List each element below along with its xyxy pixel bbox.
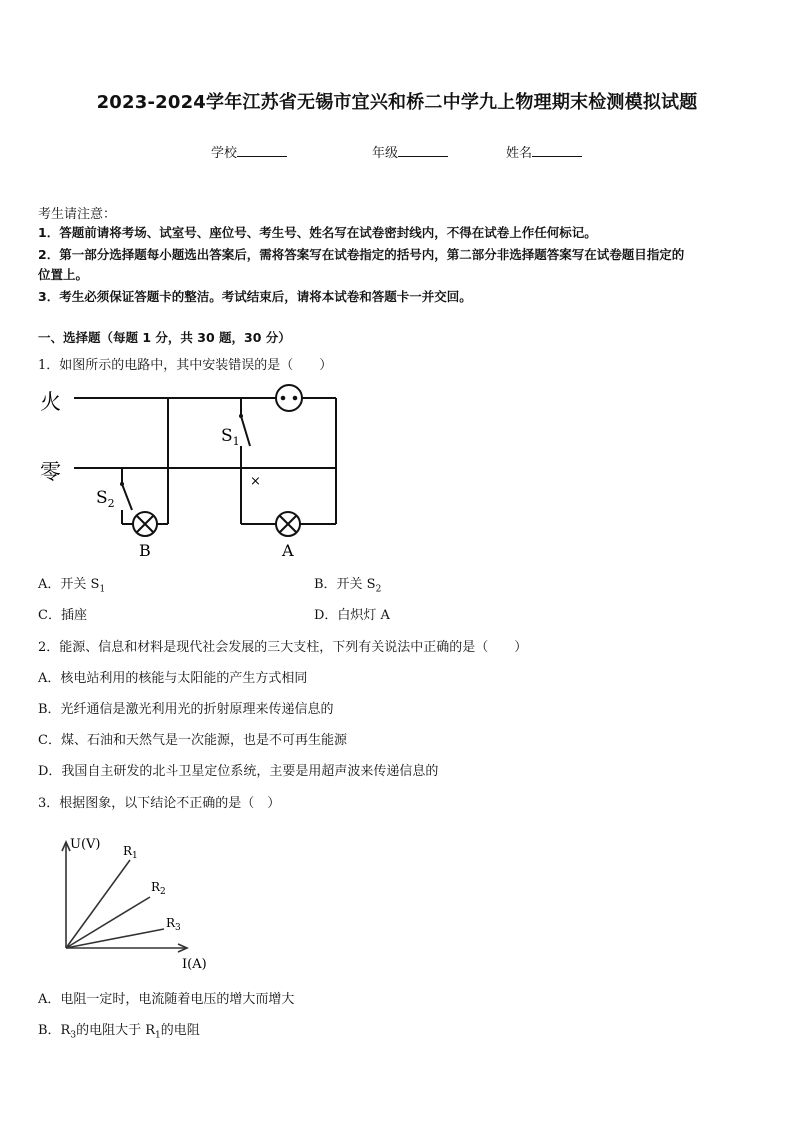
q2-stem: 2．能源、信息和材料是现代社会发展的三大支柱，下列有关说法中正确的是（ ）: [38, 640, 528, 655]
q2-option-d[interactable]: D．我国自主研发的北斗卫星定位系统，主要是用超声波来传递信息的: [38, 764, 439, 779]
r1-label: $R_1$: [123, 844, 138, 861]
cross-mark: ×: [250, 474, 261, 489]
name-label: 姓名: [506, 146, 533, 161]
section-heading: 一、选择题（每题 1 分，共 30 题，30 分）: [38, 330, 291, 345]
lamp-b-label: B: [139, 541, 151, 560]
q1-option-c[interactable]: C．插座: [38, 608, 87, 623]
grade-label: 年级: [372, 146, 399, 161]
notice-item-2: 2．第一部分选择题每小题选出答案后，需将答案写在试卷指定的括号内，第二部分非选择题答案写在试卷题目指定的: [38, 247, 685, 262]
q2-option-b[interactable]: B．光纤通信是激光利用光的折射原理来传递信息的: [38, 702, 334, 717]
s2-label: $S_2$: [96, 488, 115, 510]
y-axis-label: U(V): [70, 837, 101, 852]
s1-label: $S_1$: [221, 426, 240, 448]
notice-item-1: 1．答题前请将考场、试室号、座位号、考生号、姓名写在试卷密封线内，不得在试卷上作任何标记。: [38, 225, 597, 240]
live-label: 火: [40, 390, 61, 414]
notice-item-2-cont: 位置上。: [38, 267, 89, 282]
q2-option-a[interactable]: A．核电站利用的核能与太阳能的产生方式相同: [38, 671, 308, 686]
page-title: 2023-2024学年江苏省无锡市宜兴和桥二中学九上物理期末检测模拟试题: [96, 92, 698, 113]
q1-stem: 1．如图所示的电路中，其中安装错误的是（ ）: [38, 358, 333, 373]
q2-option-c[interactable]: C．煤、石油和天然气是一次能源，也是不可再生能源: [38, 733, 347, 748]
q1-option-b[interactable]: B．开关 $S_2$: [314, 577, 382, 595]
q3-stem: 3．根据图象，以下结论不正确的是（ ）: [38, 796, 281, 811]
school-label: 学校: [211, 146, 238, 161]
q3-option-b[interactable]: B．$R_3$的电阻大于 $R_1$的电阻: [38, 1023, 200, 1041]
r3-label: $R_3$: [166, 916, 181, 933]
neutral-label: 零: [40, 460, 61, 484]
line-r1: [66, 860, 130, 948]
q1-option-d[interactable]: D．白炽灯 A: [314, 608, 390, 623]
x-axis-label: I(A): [182, 957, 207, 972]
q1-option-a[interactable]: A．开关 $S_1$: [38, 577, 106, 595]
notice-heading: 考生请注意：: [38, 207, 117, 222]
notice-item-3: 3．考生必须保证答题卡的整洁。考试结束后，请将本试卷和答题卡一并交回。: [38, 289, 472, 304]
r2-label: $R_2$: [151, 880, 166, 897]
q3-option-a[interactable]: A．电阻一定时，电流随着电压的增大而增大: [38, 992, 295, 1007]
lamp-a-label: A: [282, 541, 294, 560]
